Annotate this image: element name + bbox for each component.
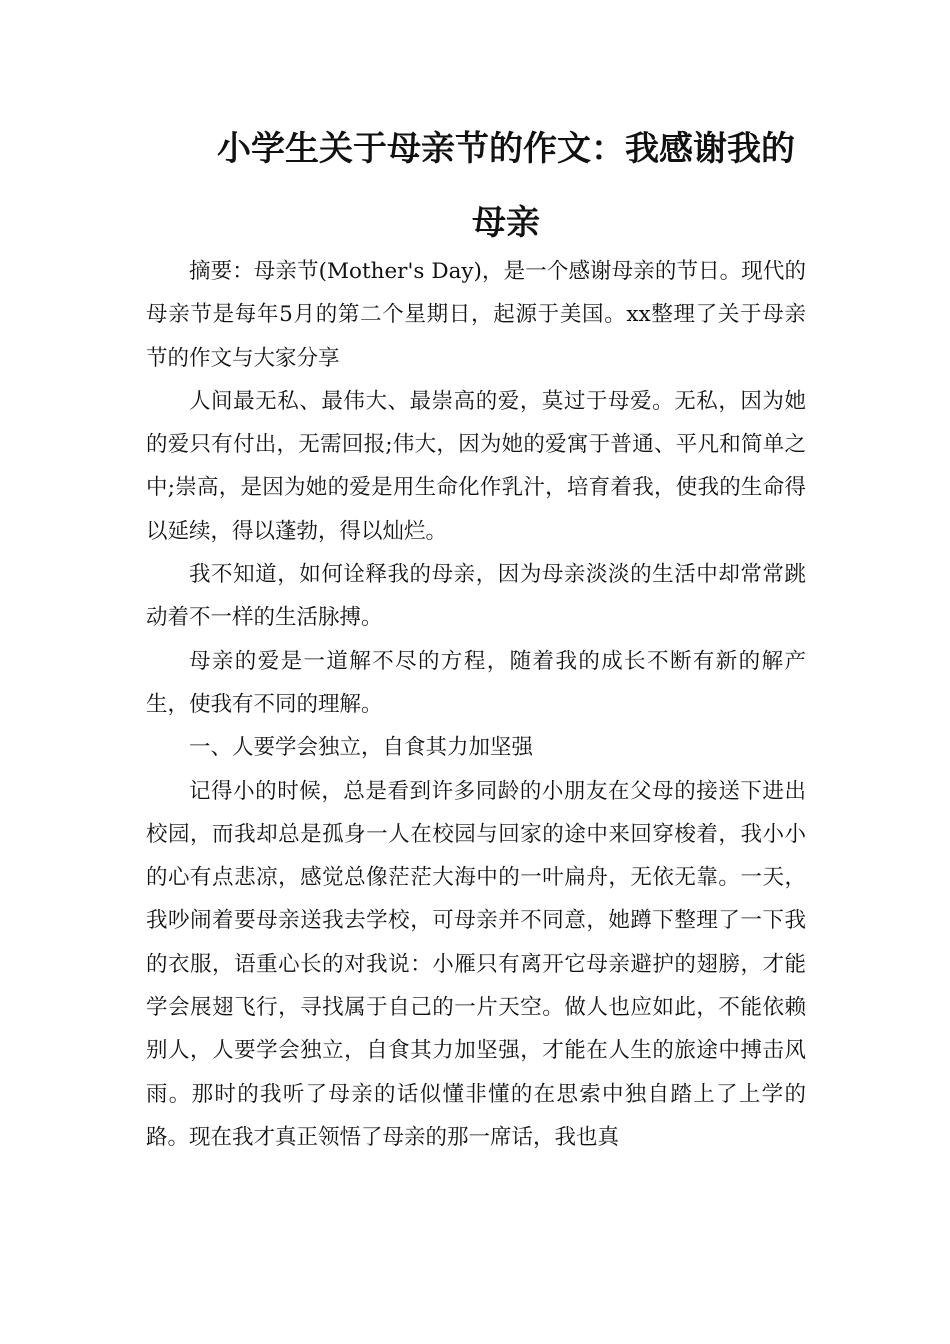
body-paragraph: 人间最无私、最伟大、最崇高的爱，莫过于母爱。无私，因为她的爱只有付出，无需回报;伟大，因为她的爱寓于普通、平凡和简单之中;崇高，是因为她的爱是用生命化作乳汁，培育着我，使我的生命得以延续，得以蓬勃，得以灿烂。 xyxy=(146,388,806,544)
body-paragraph: 我不知道，如何诠释我的母亲，因为母亲淡淡的生活中却常常跳动着不一样的生活脉搏。 xyxy=(146,562,806,631)
body-paragraph: 母亲的爱是一道解不尽的方程，随着我的成长不断有新的解产生，使我有不同的理解。 xyxy=(146,648,806,717)
abstract-paragraph: 摘要：母亲节(Mother's Day)，是一个感谢母亲的节日。现代的母亲节是每年5月的第二个星期日，起源于美国。xx整理了关于母亲节的作文与大家分享 xyxy=(146,259,806,371)
document-body xyxy=(146,250,806,1159)
section-heading: 一、人要学会独立，自食其力加坚强 xyxy=(189,735,534,761)
document-title: 小学生关于母亲节的作文：我感谢我的母亲 xyxy=(217,129,795,243)
body-paragraph: 记得小的时候，总是看到许多同龄的小朋友在父母的接送下进出校园，而我却总是孤身一人在校园与回家的途中来回穿梭着，我小小的心有点悲凉，感觉总像茫茫大海中的一叶扁舟，无依无靠。一天，我吵闹着要母亲送我去学校，可母亲并不同意，她蹲下整理了一下我的衣服，语重心长的对我说：小雁只有离开它母亲避护的翅膀，才能学会展翅飞行，寻找属于自己的一片天空。做人也应如此，不能依赖别人，人要学会独立，自食其力加坚强，才能在人生的旅途中搏击风雨。那时的我听了母亲的话似懂非懂的在思索中独自踏上了上学的路。现在我才真正领悟了母亲的那一席话，我也真 xyxy=(146,778,806,1150)
